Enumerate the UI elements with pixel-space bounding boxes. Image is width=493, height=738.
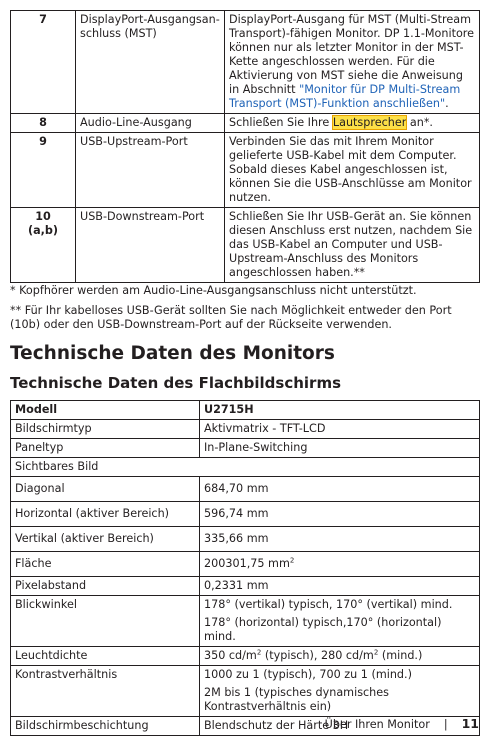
table-row — [11, 666, 480, 717]
spec-value: 335,66 mm — [200, 527, 480, 552]
spec-value: In-Plane-Switching — [200, 439, 480, 458]
row-number-sub: (a,b) — [27, 224, 59, 237]
spec-value-part: (typisch), 280 cd/m — [261, 649, 374, 662]
description-text: DisplayPort-Ausgang für MST (Multi-Stream Transport)-fähigen Monitor. DP 1.1-Monitore können nur als letzter Monitor in der MST-Kette angeschlossen werden. Für die Aktivierung von MST siehe die Anweisung in Abschnitt — [229, 13, 475, 96]
mst-section-link[interactable]: "Monitor für DP Multi-Stream Transport (MST)-Funktion anschließen" — [229, 83, 461, 110]
spec-value-cell — [200, 552, 480, 577]
table-row — [11, 647, 480, 666]
connector-description — [225, 11, 480, 114]
spec-key: Horizontal (aktiver Bereich) — [11, 502, 200, 527]
spec-value: 596,74 mm — [200, 502, 480, 527]
spec-value: 684,70 mm — [200, 477, 480, 502]
table-row — [11, 11, 480, 114]
spec-value-line: 178° (horizontal) typisch,170° (horizontal) mind. — [204, 616, 442, 643]
table-row — [11, 420, 480, 439]
connector-description — [225, 114, 480, 133]
subsection-heading: Technische Daten des Flachbildschirms — [10, 374, 342, 392]
search-highlight: Lautsprecher — [332, 116, 407, 129]
spec-value-part: (mind.) — [378, 649, 423, 662]
row-number: 9 — [11, 133, 76, 208]
page-number: 11 — [461, 716, 479, 731]
table-header-row — [11, 401, 480, 420]
table-row — [11, 439, 480, 458]
spec-value-part: 350 cd/m — [204, 649, 257, 662]
spec-value-line: 178° (vertikal) typisch, 170° (vertikal) mind. — [204, 598, 453, 611]
spec-table — [10, 400, 480, 736]
table-row — [11, 133, 480, 208]
spec-key: Kontrastverhältnis — [11, 666, 200, 717]
spec-value-line: 2M bis 1 (typisches dynamisches Kontrastverhältnis ein) — [204, 686, 389, 713]
connector-description: Verbinden Sie das mit Ihrem Monitor gelieferte USB-Kabel mit dem Computer. Sobald dieses Kabel angeschlossen ist, können Sie die USB-Anschlüsse am Monitor nutzen. — [225, 133, 480, 208]
spec-key: Pixelabstand — [11, 577, 200, 596]
row-number-cell — [11, 208, 76, 283]
unit-superscript: 2 — [373, 648, 379, 657]
header-key: Modell — [11, 401, 200, 420]
table-row — [11, 502, 480, 527]
unit-superscript: 2 — [289, 556, 295, 565]
spec-value: 0,2331 mm — [200, 577, 480, 596]
connector-table — [10, 10, 480, 283]
description-text: Schließen Sie Ihre — [229, 116, 333, 129]
page-footer — [325, 716, 479, 731]
spec-key: Bildschirmbeschichtung — [11, 717, 200, 736]
connector-name: Audio-Line-Ausgang — [76, 114, 225, 133]
section-heading: Technische Daten des Monitors — [10, 343, 335, 364]
table-row — [11, 208, 480, 283]
footer-section-title: Über Ihren Monitor — [324, 718, 430, 731]
connector-description: Schließen Sie Ihr USB-Gerät an. Sie können diesen Anschluss erst nutzen, nachdem Sie das USB-Kabel an Computer und USB-Upstream-Anschluss des Monitors angeschlossen haben.** — [225, 208, 480, 283]
spec-key: Leuchtdichte — [11, 647, 200, 666]
spec-key: Bildschirmtyp — [11, 420, 200, 439]
description-end: . — [445, 97, 449, 110]
spec-key: Paneltyp — [11, 439, 200, 458]
spec-key: Diagonal — [11, 477, 200, 502]
footnote: ** Für Ihr kabelloses USB-Gerät sollten Sie nach Möglichkeit entweder den Port (10b) oder den USB-Downstream-Port auf der Rückseite verwenden. — [10, 304, 452, 331]
description-end: an*. — [406, 116, 433, 129]
table-row — [11, 114, 480, 133]
table-row — [11, 527, 480, 552]
row-number: 8 — [11, 114, 76, 133]
row-number: 10 — [35, 210, 51, 223]
row-number: 7 — [11, 11, 76, 114]
table-row — [11, 458, 480, 477]
table-row — [11, 477, 480, 502]
spec-value-cell — [200, 647, 480, 666]
footnote: * Kopfhörer werden am Audio-Line-Ausgangsanschluss nicht unterstützt. — [10, 284, 417, 297]
footnotes — [10, 284, 482, 338]
spec-value-cell — [200, 596, 480, 647]
table-row — [11, 552, 480, 577]
spec-value: Aktivmatrix - TFT-LCD — [200, 420, 480, 439]
unit-superscript: 2 — [256, 648, 262, 657]
spec-key: Fläche — [11, 552, 200, 577]
spec-value-cell — [200, 666, 480, 717]
connector-name: USB-Downstream-Port — [76, 208, 225, 283]
spec-value-line: 1000 zu 1 (typisch), 700 zu 1 (mind.) — [204, 668, 412, 681]
spec-value: 200301,75 mm — [204, 557, 290, 570]
connector-name: USB-Upstream-Port — [76, 133, 225, 208]
spec-key: Vertikal (aktiver Bereich) — [11, 527, 200, 552]
header-value: U2715H — [200, 401, 480, 420]
footer-separator: | — [443, 718, 448, 731]
table-row — [11, 577, 480, 596]
spec-group-label: Sichtbares Bild — [11, 458, 480, 477]
connector-name: DisplayPort-Ausgangsan-schluss (MST) — [76, 11, 225, 114]
spec-value: Blendschutz der Härte 3H — [200, 717, 480, 736]
spec-key: Blickwinkel — [11, 596, 200, 647]
table-row — [11, 596, 480, 647]
